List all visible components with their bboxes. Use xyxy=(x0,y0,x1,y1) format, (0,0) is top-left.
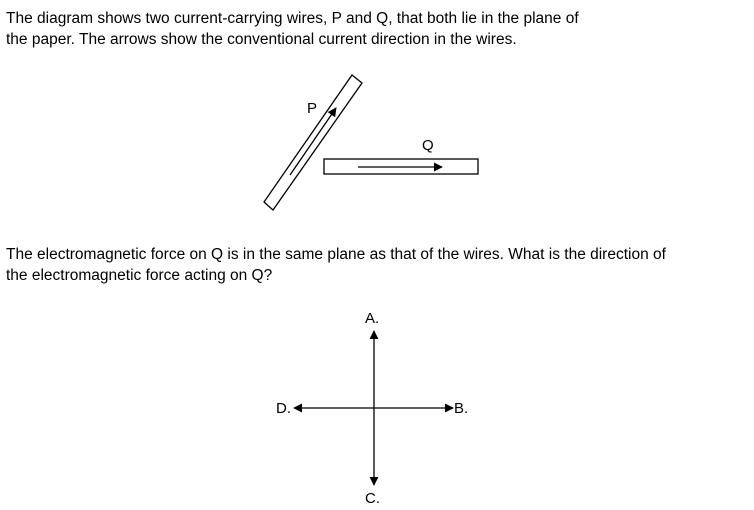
intro-line-1: The diagram shows two current-carrying wires, P and Q, that both lie in the plane of xyxy=(6,10,579,27)
option-c-label: C. xyxy=(365,490,380,507)
question-line-1: The electromagnetic force on Q is in the same plane as that of the wires. What is the direction of xyxy=(6,246,666,263)
wire-q xyxy=(324,137,478,174)
wire-p-label: P xyxy=(307,100,318,117)
option-a-label: A. xyxy=(365,310,380,327)
wire-q-label: Q xyxy=(422,137,434,154)
direction-options xyxy=(276,310,468,507)
option-d-label: D. xyxy=(276,400,291,417)
intro-line-2: the paper. The arrows show the conventional current direction in the wires. xyxy=(6,31,517,48)
wire-p xyxy=(264,75,362,210)
question-line-2: the electromagnetic force acting on Q? xyxy=(6,267,273,284)
question-text xyxy=(6,244,751,286)
option-b-label: B. xyxy=(454,400,469,417)
